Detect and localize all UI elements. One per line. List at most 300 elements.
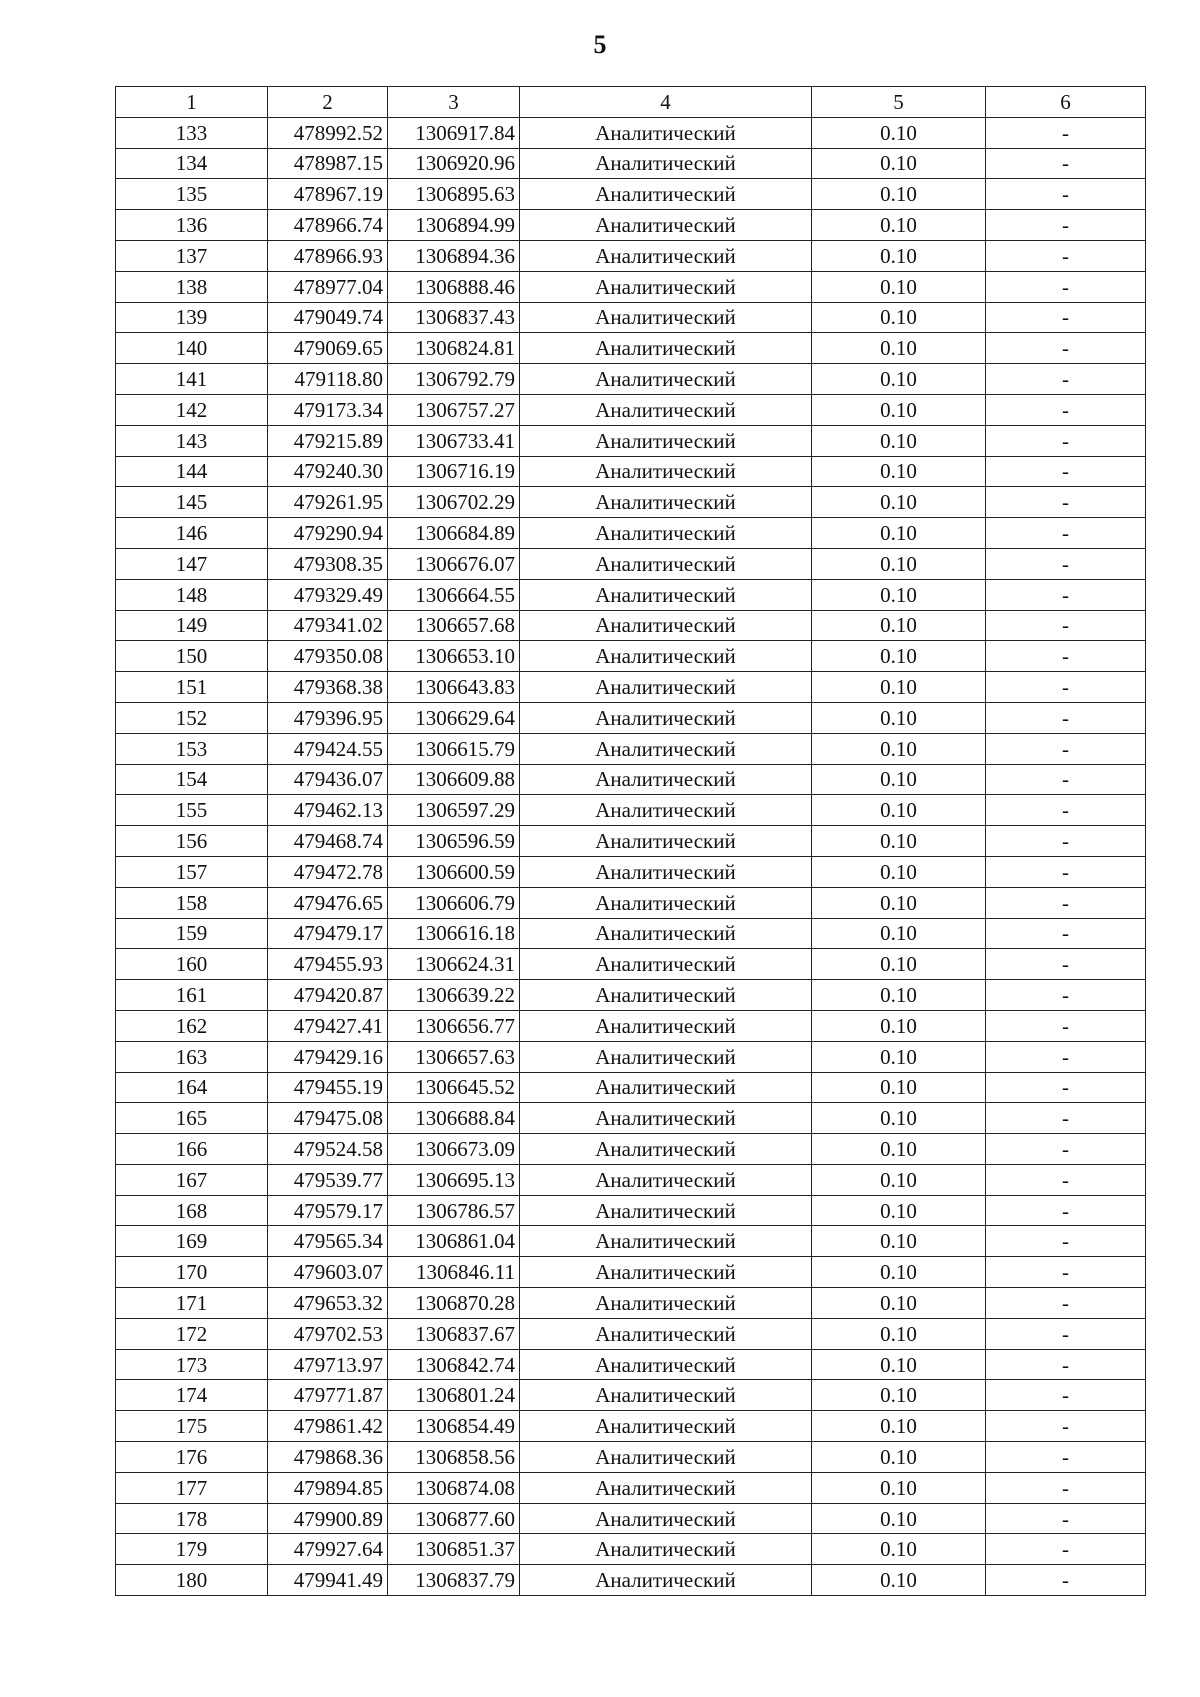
cell-accuracy: 0.10 [812, 856, 986, 887]
cell-method: Аналитический [520, 1288, 812, 1319]
cell-method: Аналитический [520, 148, 812, 179]
cell-method: Аналитический [520, 918, 812, 949]
cell-coordinate-x: 479479.17 [268, 918, 388, 949]
cell-point-number: 153 [116, 733, 268, 764]
cell-method: Аналитический [520, 949, 812, 980]
cell-accuracy: 0.10 [812, 980, 986, 1011]
table-row [116, 518, 1146, 549]
cell-accuracy: 0.10 [812, 672, 986, 703]
cell-coordinate-x: 479579.17 [268, 1195, 388, 1226]
cell-note: - [986, 1411, 1146, 1442]
cell-point-number: 146 [116, 518, 268, 549]
cell-method: Аналитический [520, 764, 812, 795]
cell-method: Аналитический [520, 980, 812, 1011]
table-row [116, 487, 1146, 518]
cell-point-number: 167 [116, 1164, 268, 1195]
cell-note: - [986, 795, 1146, 826]
cell-coordinate-y: 1306664.55 [388, 579, 520, 610]
cell-accuracy: 0.10 [812, 1349, 986, 1380]
cell-point-number: 162 [116, 1010, 268, 1041]
cell-point-number: 145 [116, 487, 268, 518]
cell-coordinate-y: 1306597.29 [388, 795, 520, 826]
cell-coordinate-y: 1306858.56 [388, 1442, 520, 1473]
cell-note: - [986, 179, 1146, 210]
cell-note: - [986, 702, 1146, 733]
cell-accuracy: 0.10 [812, 1103, 986, 1134]
cell-method: Аналитический [520, 856, 812, 887]
table-row [116, 949, 1146, 980]
cell-point-number: 171 [116, 1288, 268, 1319]
cell-method: Аналитический [520, 1442, 812, 1473]
cell-point-number: 176 [116, 1442, 268, 1473]
cell-method: Аналитический [520, 579, 812, 610]
table-row [116, 641, 1146, 672]
cell-method: Аналитический [520, 394, 812, 425]
cell-coordinate-x: 479341.02 [268, 610, 388, 641]
cell-accuracy: 0.10 [812, 1041, 986, 1072]
cell-coordinate-y: 1306673.09 [388, 1134, 520, 1165]
cell-accuracy: 0.10 [812, 302, 986, 333]
table-row [116, 887, 1146, 918]
table-row [116, 456, 1146, 487]
cell-coordinate-x: 479308.35 [268, 548, 388, 579]
cell-point-number: 164 [116, 1072, 268, 1103]
cell-coordinate-x: 479396.95 [268, 702, 388, 733]
cell-coordinate-y: 1306657.68 [388, 610, 520, 641]
cell-coordinate-x: 479436.07 [268, 764, 388, 795]
table-row [116, 1472, 1146, 1503]
cell-coordinate-y: 1306842.74 [388, 1349, 520, 1380]
cell-coordinate-y: 1306861.04 [388, 1226, 520, 1257]
cell-coordinate-x: 479368.38 [268, 672, 388, 703]
cell-coordinate-x: 479868.36 [268, 1442, 388, 1473]
cell-point-number: 169 [116, 1226, 268, 1257]
cell-coordinate-y: 1306733.41 [388, 425, 520, 456]
table-row [116, 579, 1146, 610]
column-header-6: 6 [986, 87, 1146, 118]
cell-method: Аналитический [520, 1195, 812, 1226]
cell-method: Аналитический [520, 672, 812, 703]
cell-point-number: 151 [116, 672, 268, 703]
cell-point-number: 147 [116, 548, 268, 579]
cell-method: Аналитический [520, 240, 812, 271]
cell-coordinate-y: 1306609.88 [388, 764, 520, 795]
table-row [116, 795, 1146, 826]
cell-point-number: 152 [116, 702, 268, 733]
table-row [116, 1010, 1146, 1041]
table-row [116, 1072, 1146, 1103]
cell-method: Аналитический [520, 1534, 812, 1565]
cell-coordinate-y: 1306920.96 [388, 148, 520, 179]
column-header-3: 3 [388, 87, 520, 118]
cell-point-number: 172 [116, 1318, 268, 1349]
cell-method: Аналитический [520, 1010, 812, 1041]
cell-coordinate-x: 479565.34 [268, 1226, 388, 1257]
table-row [116, 179, 1146, 210]
table-row [116, 733, 1146, 764]
table-row [116, 210, 1146, 241]
cell-note: - [986, 548, 1146, 579]
cell-accuracy: 0.10 [812, 1134, 986, 1165]
table-row [116, 980, 1146, 1011]
cell-accuracy: 0.10 [812, 641, 986, 672]
table-row [116, 856, 1146, 887]
table-row [116, 240, 1146, 271]
cell-method: Аналитический [520, 1411, 812, 1442]
cell-method: Аналитический [520, 456, 812, 487]
cell-method: Аналитический [520, 179, 812, 210]
cell-note: - [986, 1534, 1146, 1565]
table-row [116, 1380, 1146, 1411]
cell-accuracy: 0.10 [812, 795, 986, 826]
cell-coordinate-x: 479215.89 [268, 425, 388, 456]
cell-point-number: 158 [116, 887, 268, 918]
cell-coordinate-y: 1306716.19 [388, 456, 520, 487]
column-header-1: 1 [116, 87, 268, 118]
cell-accuracy: 0.10 [812, 1472, 986, 1503]
cell-accuracy: 0.10 [812, 764, 986, 795]
cell-coordinate-y: 1306606.79 [388, 887, 520, 918]
table-row [116, 1103, 1146, 1134]
cell-note: - [986, 456, 1146, 487]
cell-coordinate-y: 1306657.63 [388, 1041, 520, 1072]
cell-coordinate-y: 1306877.60 [388, 1503, 520, 1534]
cell-accuracy: 0.10 [812, 1411, 986, 1442]
cell-coordinate-y: 1306792.79 [388, 364, 520, 395]
cell-accuracy: 0.10 [812, 579, 986, 610]
cell-point-number: 135 [116, 179, 268, 210]
column-header-2: 2 [268, 87, 388, 118]
table-row [116, 117, 1146, 148]
cell-method: Аналитический [520, 1380, 812, 1411]
cell-point-number: 179 [116, 1534, 268, 1565]
cell-coordinate-y: 1306837.43 [388, 302, 520, 333]
cell-method: Аналитический [520, 548, 812, 579]
cell-accuracy: 0.10 [812, 271, 986, 302]
table-row [116, 1565, 1146, 1596]
cell-coordinate-x: 478977.04 [268, 271, 388, 302]
cell-coordinate-x: 479173.34 [268, 394, 388, 425]
cell-coordinate-y: 1306895.63 [388, 179, 520, 210]
cell-accuracy: 0.10 [812, 1288, 986, 1319]
table-row [116, 1134, 1146, 1165]
cell-point-number: 161 [116, 980, 268, 1011]
cell-coordinate-x: 479771.87 [268, 1380, 388, 1411]
cell-point-number: 143 [116, 425, 268, 456]
cell-method: Аналитический [520, 1164, 812, 1195]
cell-method: Аналитический [520, 1072, 812, 1103]
table-row [116, 1288, 1146, 1319]
cell-note: - [986, 1380, 1146, 1411]
cell-accuracy: 0.10 [812, 826, 986, 857]
cell-coordinate-x: 479539.77 [268, 1164, 388, 1195]
cell-coordinate-y: 1306624.31 [388, 949, 520, 980]
cell-note: - [986, 425, 1146, 456]
table-row [116, 1349, 1146, 1380]
table-row [116, 1534, 1146, 1565]
cell-note: - [986, 579, 1146, 610]
cell-coordinate-x: 479472.78 [268, 856, 388, 887]
cell-note: - [986, 1164, 1146, 1195]
cell-coordinate-x: 479118.80 [268, 364, 388, 395]
cell-accuracy: 0.10 [812, 179, 986, 210]
cell-note: - [986, 1103, 1146, 1134]
table-row [116, 333, 1146, 364]
cell-coordinate-y: 1306824.81 [388, 333, 520, 364]
cell-method: Аналитический [520, 1318, 812, 1349]
cell-coordinate-x: 478966.93 [268, 240, 388, 271]
cell-coordinate-x: 479427.41 [268, 1010, 388, 1041]
cell-point-number: 160 [116, 949, 268, 980]
table-row [116, 1164, 1146, 1195]
cell-accuracy: 0.10 [812, 1380, 986, 1411]
cell-note: - [986, 856, 1146, 887]
cell-method: Аналитический [520, 1472, 812, 1503]
cell-coordinate-x: 479455.93 [268, 949, 388, 980]
cell-coordinate-x: 479420.87 [268, 980, 388, 1011]
cell-coordinate-x: 479475.08 [268, 1103, 388, 1134]
page-number: 5 [593, 30, 607, 59]
cell-note: - [986, 1257, 1146, 1288]
table-row [116, 425, 1146, 456]
cell-accuracy: 0.10 [812, 333, 986, 364]
cell-method: Аналитический [520, 271, 812, 302]
table-row [116, 1041, 1146, 1072]
cell-point-number: 142 [116, 394, 268, 425]
cell-accuracy: 0.10 [812, 456, 986, 487]
cell-coordinate-y: 1306801.24 [388, 1380, 520, 1411]
table-row [116, 1411, 1146, 1442]
cell-note: - [986, 1318, 1146, 1349]
cell-note: - [986, 1041, 1146, 1072]
cell-note: - [986, 1010, 1146, 1041]
cell-accuracy: 0.10 [812, 364, 986, 395]
cell-coordinate-x: 478967.19 [268, 179, 388, 210]
table-row [116, 610, 1146, 641]
cell-point-number: 163 [116, 1041, 268, 1072]
coordinates-table [115, 86, 1146, 1596]
cell-point-number: 180 [116, 1565, 268, 1596]
cell-method: Аналитический [520, 887, 812, 918]
cell-method: Аналитический [520, 733, 812, 764]
cell-accuracy: 0.10 [812, 518, 986, 549]
cell-accuracy: 0.10 [812, 949, 986, 980]
cell-coordinate-y: 1306695.13 [388, 1164, 520, 1195]
cell-coordinate-y: 1306786.57 [388, 1195, 520, 1226]
cell-coordinate-y: 1306656.77 [388, 1010, 520, 1041]
cell-coordinate-y: 1306653.10 [388, 641, 520, 672]
cell-note: - [986, 1565, 1146, 1596]
cell-method: Аналитический [520, 795, 812, 826]
cell-coordinate-x: 479476.65 [268, 887, 388, 918]
cell-point-number: 155 [116, 795, 268, 826]
cell-coordinate-y: 1306870.28 [388, 1288, 520, 1319]
table-row [116, 1257, 1146, 1288]
cell-accuracy: 0.10 [812, 210, 986, 241]
cell-accuracy: 0.10 [812, 148, 986, 179]
cell-coordinate-y: 1306702.29 [388, 487, 520, 518]
cell-point-number: 150 [116, 641, 268, 672]
cell-point-number: 159 [116, 918, 268, 949]
cell-method: Аналитический [520, 1226, 812, 1257]
cell-note: - [986, 518, 1146, 549]
cell-note: - [986, 302, 1146, 333]
cell-coordinate-y: 1306837.79 [388, 1565, 520, 1596]
cell-note: - [986, 918, 1146, 949]
table-body [116, 117, 1146, 1595]
table-row [116, 826, 1146, 857]
cell-point-number: 154 [116, 764, 268, 795]
cell-note: - [986, 364, 1146, 395]
cell-note: - [986, 333, 1146, 364]
cell-point-number: 178 [116, 1503, 268, 1534]
cell-coordinate-y: 1306837.67 [388, 1318, 520, 1349]
cell-point-number: 156 [116, 826, 268, 857]
cell-coordinate-y: 1306688.84 [388, 1103, 520, 1134]
cell-coordinate-x: 479462.13 [268, 795, 388, 826]
cell-coordinate-x: 479713.97 [268, 1349, 388, 1380]
cell-note: - [986, 394, 1146, 425]
cell-note: - [986, 672, 1146, 703]
cell-method: Аналитический [520, 364, 812, 395]
cell-point-number: 137 [116, 240, 268, 271]
cell-method: Аналитический [520, 1257, 812, 1288]
cell-accuracy: 0.10 [812, 117, 986, 148]
cell-note: - [986, 1442, 1146, 1473]
cell-accuracy: 0.10 [812, 394, 986, 425]
cell-method: Аналитический [520, 425, 812, 456]
cell-point-number: 157 [116, 856, 268, 887]
cell-note: - [986, 764, 1146, 795]
cell-coordinate-y: 1306874.08 [388, 1472, 520, 1503]
cell-note: - [986, 487, 1146, 518]
cell-accuracy: 0.10 [812, 240, 986, 271]
cell-accuracy: 0.10 [812, 1010, 986, 1041]
cell-coordinate-x: 479329.49 [268, 579, 388, 610]
cell-method: Аналитический [520, 1103, 812, 1134]
cell-coordinate-y: 1306851.37 [388, 1534, 520, 1565]
cell-point-number: 134 [116, 148, 268, 179]
cell-note: - [986, 1472, 1146, 1503]
cell-method: Аналитический [520, 826, 812, 857]
cell-method: Аналитический [520, 702, 812, 733]
cell-coordinate-x: 479350.08 [268, 641, 388, 672]
cell-accuracy: 0.10 [812, 1318, 986, 1349]
cell-accuracy: 0.10 [812, 1226, 986, 1257]
cell-coordinate-y: 1306894.36 [388, 240, 520, 271]
cell-accuracy: 0.10 [812, 1072, 986, 1103]
cell-point-number: 149 [116, 610, 268, 641]
cell-method: Аналитический [520, 1134, 812, 1165]
cell-coordinate-y: 1306629.64 [388, 702, 520, 733]
cell-method: Аналитический [520, 1041, 812, 1072]
cell-note: - [986, 641, 1146, 672]
cell-point-number: 177 [116, 1472, 268, 1503]
cell-accuracy: 0.10 [812, 425, 986, 456]
cell-point-number: 165 [116, 1103, 268, 1134]
cell-accuracy: 0.10 [812, 887, 986, 918]
table-row [116, 1226, 1146, 1257]
table-row [116, 302, 1146, 333]
cell-coordinate-x: 479653.32 [268, 1288, 388, 1319]
cell-method: Аналитический [520, 1349, 812, 1380]
cell-point-number: 141 [116, 364, 268, 395]
table-row [116, 764, 1146, 795]
cell-point-number: 138 [116, 271, 268, 302]
cell-coordinate-y: 1306894.99 [388, 210, 520, 241]
cell-note: - [986, 733, 1146, 764]
cell-coordinate-x: 478992.52 [268, 117, 388, 148]
cell-coordinate-x: 479049.74 [268, 302, 388, 333]
table-row [116, 548, 1146, 579]
cell-coordinate-x: 479927.64 [268, 1534, 388, 1565]
cell-accuracy: 0.10 [812, 1257, 986, 1288]
cell-note: - [986, 240, 1146, 271]
table-row [116, 394, 1146, 425]
cell-point-number: 139 [116, 302, 268, 333]
cell-method: Аналитический [520, 210, 812, 241]
cell-coordinate-x: 479702.53 [268, 1318, 388, 1349]
cell-point-number: 144 [116, 456, 268, 487]
cell-accuracy: 0.10 [812, 702, 986, 733]
cell-note: - [986, 1349, 1146, 1380]
cell-coordinate-y: 1306596.59 [388, 826, 520, 857]
cell-coordinate-y: 1306888.46 [388, 271, 520, 302]
cell-method: Аналитический [520, 1565, 812, 1596]
cell-accuracy: 0.10 [812, 487, 986, 518]
cell-note: - [986, 1503, 1146, 1534]
cell-accuracy: 0.10 [812, 1534, 986, 1565]
cell-coordinate-y: 1306639.22 [388, 980, 520, 1011]
table-row [116, 1195, 1146, 1226]
cell-note: - [986, 949, 1146, 980]
table-row [116, 148, 1146, 179]
cell-point-number: 133 [116, 117, 268, 148]
cell-method: Аналитический [520, 518, 812, 549]
cell-coordinate-x: 479240.30 [268, 456, 388, 487]
cell-note: - [986, 610, 1146, 641]
table-row [116, 1442, 1146, 1473]
cell-coordinate-y: 1306645.52 [388, 1072, 520, 1103]
cell-coordinate-x: 479261.95 [268, 487, 388, 518]
table-row [116, 271, 1146, 302]
cell-note: - [986, 826, 1146, 857]
cell-accuracy: 0.10 [812, 1195, 986, 1226]
column-header-5: 5 [812, 87, 986, 118]
cell-note: - [986, 1288, 1146, 1319]
cell-coordinate-x: 478966.74 [268, 210, 388, 241]
cell-accuracy: 0.10 [812, 610, 986, 641]
cell-point-number: 174 [116, 1380, 268, 1411]
cell-coordinate-x: 479603.07 [268, 1257, 388, 1288]
cell-note: - [986, 210, 1146, 241]
cell-method: Аналитический [520, 117, 812, 148]
cell-note: - [986, 1195, 1146, 1226]
cell-accuracy: 0.10 [812, 1565, 986, 1596]
cell-method: Аналитический [520, 333, 812, 364]
cell-note: - [986, 271, 1146, 302]
cell-point-number: 175 [116, 1411, 268, 1442]
cell-accuracy: 0.10 [812, 1503, 986, 1534]
cell-coordinate-y: 1306600.59 [388, 856, 520, 887]
cell-point-number: 166 [116, 1134, 268, 1165]
table-row [116, 1318, 1146, 1349]
cell-method: Аналитический [520, 302, 812, 333]
cell-coordinate-x: 478987.15 [268, 148, 388, 179]
cell-point-number: 140 [116, 333, 268, 364]
cell-accuracy: 0.10 [812, 918, 986, 949]
cell-point-number: 148 [116, 579, 268, 610]
